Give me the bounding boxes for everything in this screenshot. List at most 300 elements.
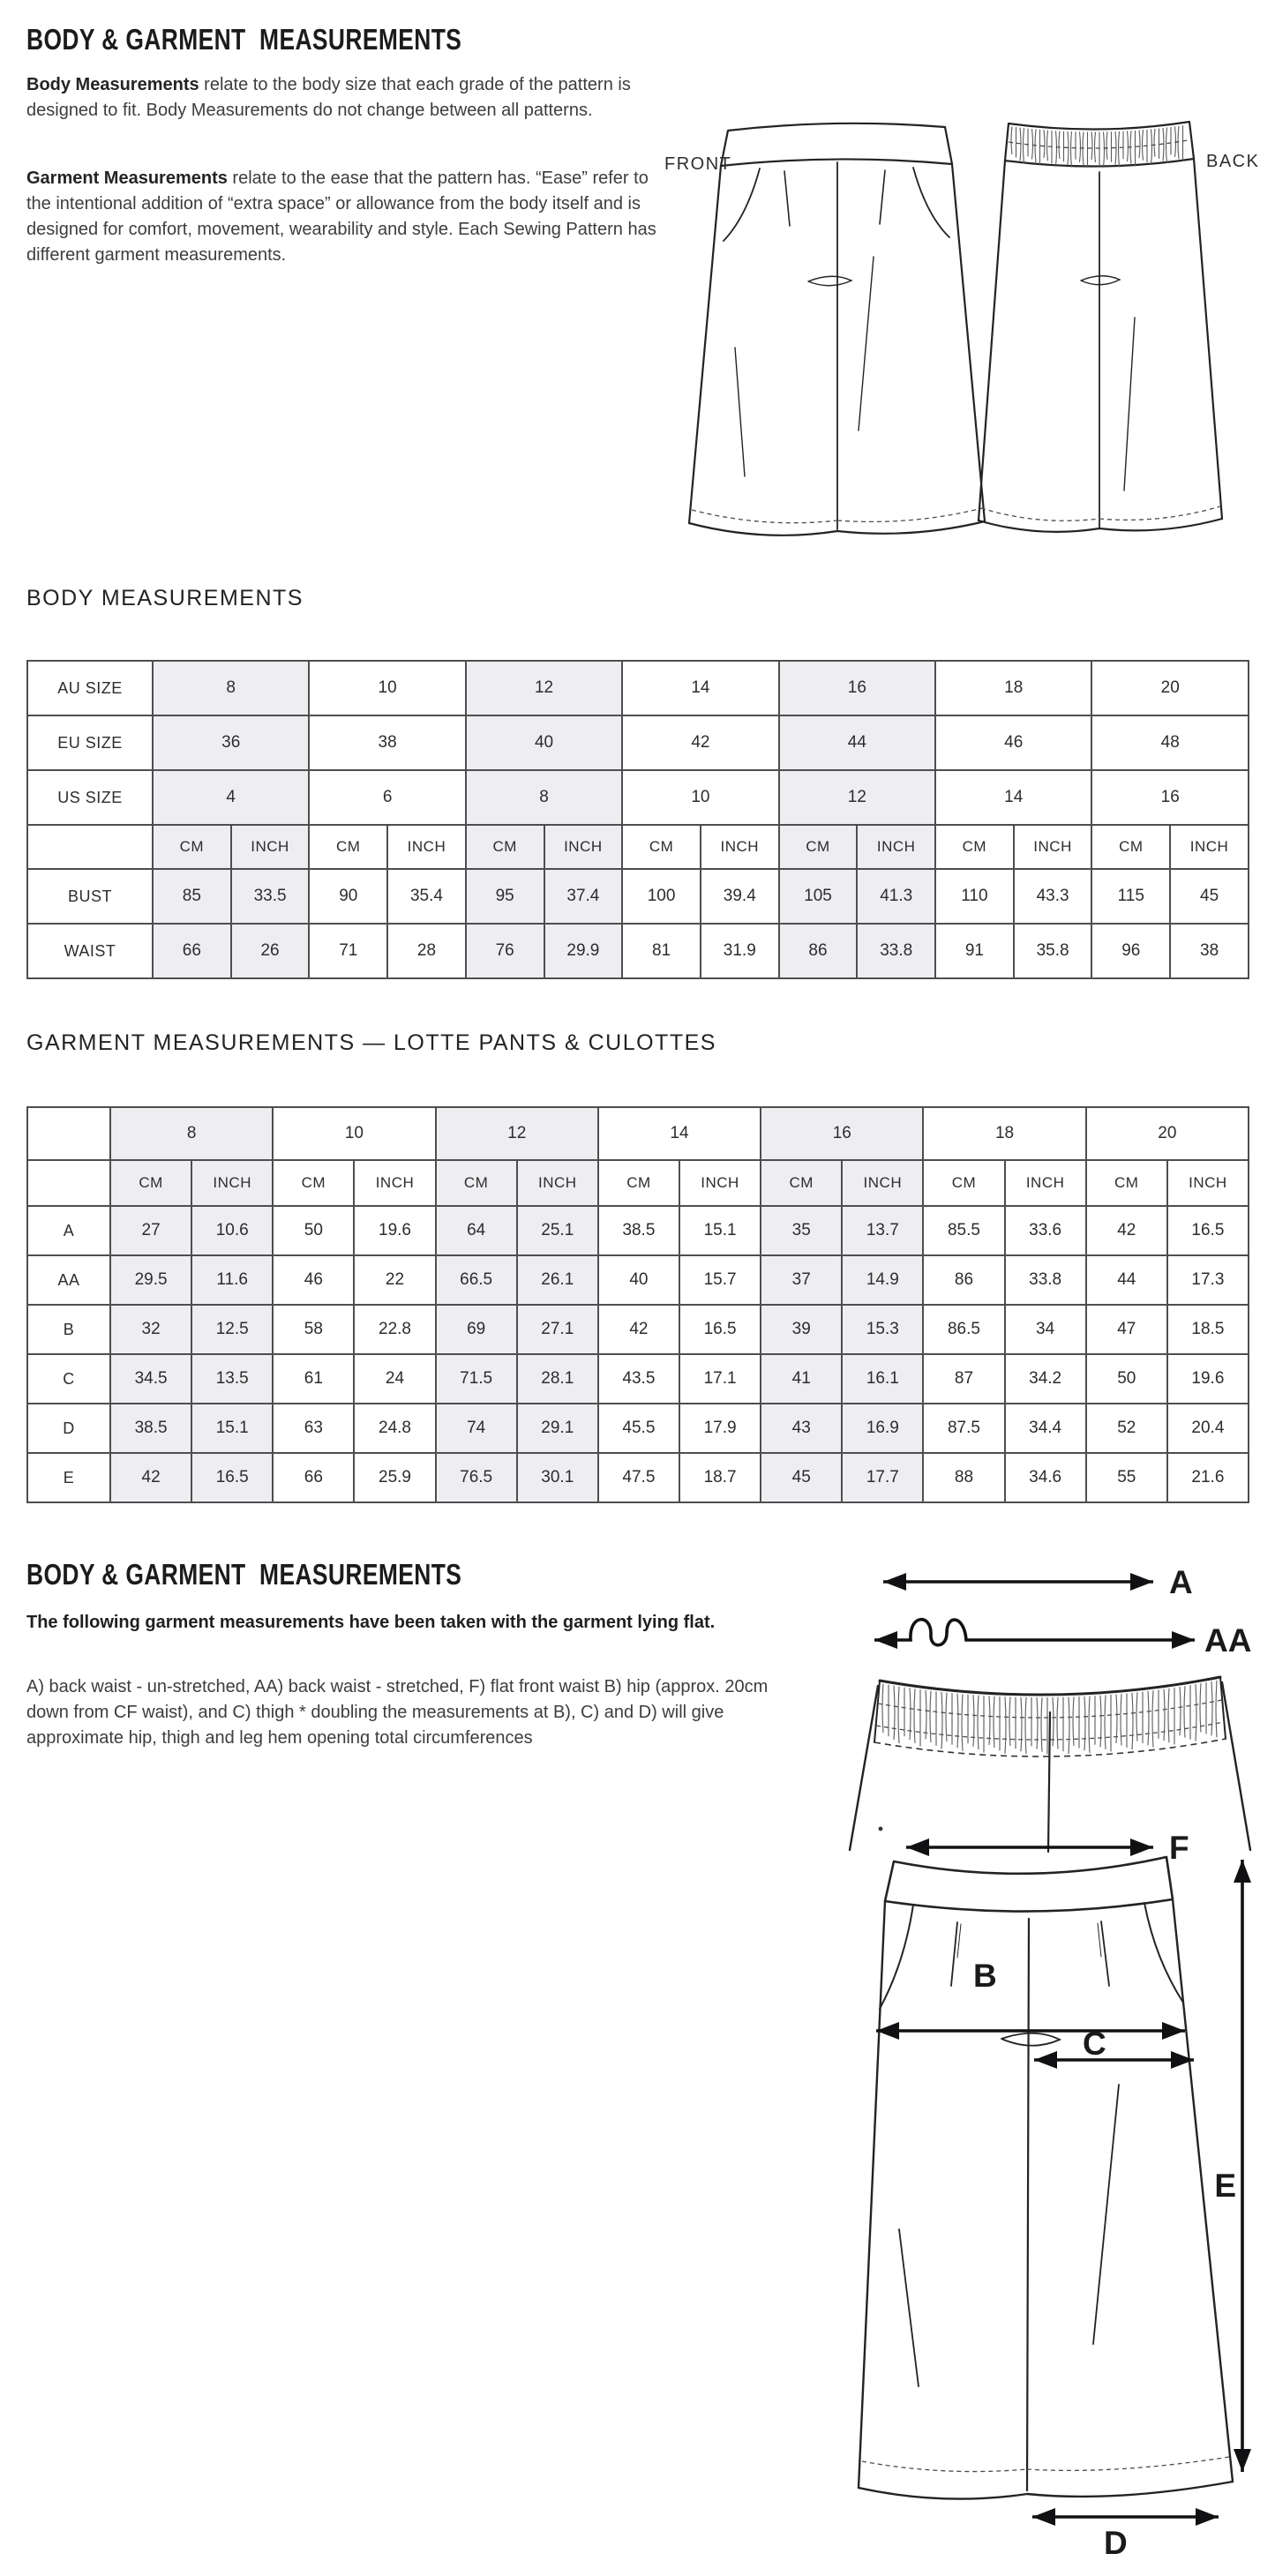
table-cell: 42 bbox=[598, 1305, 679, 1354]
table-cell: 18 bbox=[923, 1107, 1085, 1160]
table-cell: 29.1 bbox=[517, 1404, 598, 1453]
front-left-seam bbox=[859, 1901, 885, 2488]
table-cell: 87.5 bbox=[923, 1404, 1004, 1453]
table-cell: CM bbox=[761, 1160, 842, 1206]
table-cell: 38.5 bbox=[598, 1206, 679, 1255]
front-left-dart bbox=[951, 1922, 957, 1986]
table-cell: INCH bbox=[354, 1160, 435, 1206]
table-cell: 17.7 bbox=[842, 1453, 923, 1502]
back-hem-stitch bbox=[981, 506, 1220, 520]
label-c: C bbox=[1083, 2026, 1106, 2062]
drill-mark bbox=[1001, 2033, 1060, 2046]
arrowhead-icon bbox=[906, 1838, 929, 1856]
table-cell: 74 bbox=[436, 1404, 517, 1453]
table-cell: 66 bbox=[273, 1453, 354, 1502]
table-cell: 14 bbox=[598, 1107, 761, 1160]
table-row bbox=[27, 1107, 1249, 1160]
garment-measurements-table bbox=[26, 1106, 1249, 1503]
table-cell: 76.5 bbox=[436, 1453, 517, 1502]
table-cell: 69 bbox=[436, 1305, 517, 1354]
table-cell: 44 bbox=[1086, 1255, 1167, 1305]
back-waist-center-seam bbox=[1048, 1712, 1050, 1852]
garment-measurements-text: relate to the ease that the pattern has. “Ease” refer to the intentional addition of “extra space” or allowance from the body itself and is designed for comfort, movement, wearability and style. Each Sewing Pattern has different garment measurements. bbox=[26, 168, 656, 265]
table-cell: 42 bbox=[110, 1453, 191, 1502]
table-cell: 37 bbox=[761, 1255, 842, 1305]
table-row bbox=[27, 869, 1249, 924]
table-cell: 32 bbox=[110, 1305, 191, 1354]
table-cell: 12 bbox=[466, 661, 622, 715]
table-cell: 76 bbox=[466, 924, 544, 978]
table-cell: 85.5 bbox=[923, 1206, 1004, 1255]
arrowhead-icon bbox=[883, 1573, 906, 1591]
table-cell: 47 bbox=[1086, 1305, 1167, 1354]
table-cell: 11.6 bbox=[191, 1255, 273, 1305]
table-cell: 21.6 bbox=[1167, 1453, 1249, 1502]
elastic-line bbox=[941, 1692, 942, 1749]
table-cell: 38 bbox=[1170, 924, 1249, 978]
table-cell: INCH bbox=[679, 1160, 761, 1206]
table-cell: 22.8 bbox=[354, 1305, 435, 1354]
label-b: B bbox=[973, 1958, 997, 1994]
table-cell: 71.5 bbox=[436, 1354, 517, 1404]
table-cell: CM bbox=[1086, 1160, 1167, 1206]
table-cell: 15.1 bbox=[679, 1206, 761, 1255]
back-waist-left-seam bbox=[850, 1686, 878, 1850]
table-cell: CM bbox=[622, 825, 701, 869]
table-cell: 33.6 bbox=[1005, 1206, 1086, 1255]
table-cell: 19.6 bbox=[1167, 1354, 1249, 1404]
elastic-line bbox=[898, 1687, 899, 1744]
front-waistband bbox=[885, 1857, 1173, 1912]
label-a: A bbox=[1169, 1564, 1193, 1600]
table-cell: 36 bbox=[153, 715, 309, 770]
front-drill-mark bbox=[808, 276, 851, 286]
hem-stitch-line bbox=[862, 2457, 1229, 2472]
elastic-line bbox=[946, 1693, 947, 1742]
table-cell: 50 bbox=[273, 1206, 354, 1255]
table-cell: 18.5 bbox=[1167, 1305, 1249, 1354]
elastic-line bbox=[1100, 1696, 1101, 1748]
table-cell: INCH bbox=[1014, 825, 1092, 869]
table-cell: INCH bbox=[191, 1160, 273, 1206]
table-cell: 16.5 bbox=[191, 1453, 273, 1502]
table-cell: 52 bbox=[1086, 1404, 1167, 1453]
table-row bbox=[27, 1305, 1249, 1354]
table-cell: 16.1 bbox=[842, 1354, 923, 1404]
back-view-label: BACK bbox=[1206, 152, 1260, 171]
elastic-line bbox=[1073, 1696, 1074, 1746]
elastic-line bbox=[1184, 1686, 1185, 1738]
table-row bbox=[27, 1354, 1249, 1404]
table-cell: 16.5 bbox=[1167, 1206, 1249, 1255]
table-cell: INCH bbox=[1170, 825, 1249, 869]
table-cell: 58 bbox=[273, 1305, 354, 1354]
table-cell: 24.8 bbox=[354, 1404, 435, 1453]
table-cell: AA bbox=[27, 1255, 110, 1305]
table-cell: CM bbox=[598, 1160, 679, 1206]
table-cell: 10 bbox=[273, 1107, 435, 1160]
arrowhead-icon bbox=[1162, 2022, 1185, 2040]
front-culotte-drawing bbox=[689, 124, 985, 535]
elastic-line bbox=[1021, 1697, 1022, 1752]
table-cell: 10 bbox=[309, 661, 465, 715]
table-cell: INCH bbox=[544, 825, 623, 869]
elastic-line bbox=[882, 1684, 883, 1734]
table-cell: 34 bbox=[1005, 1305, 1086, 1354]
table-cell: WAIST bbox=[27, 924, 153, 978]
back-crease bbox=[1124, 318, 1135, 490]
table-cell: 46 bbox=[273, 1255, 354, 1305]
table-cell: CM bbox=[1091, 825, 1170, 869]
table-row bbox=[27, 1255, 1249, 1305]
elastic-line bbox=[1211, 1681, 1212, 1736]
table-cell: 8 bbox=[110, 1107, 273, 1160]
table-cell: 64 bbox=[436, 1206, 517, 1255]
elastic-line bbox=[1041, 1697, 1042, 1752]
elastic-line bbox=[1089, 1696, 1090, 1754]
table-cell: 45 bbox=[1170, 869, 1249, 924]
table-cell: 45.5 bbox=[598, 1404, 679, 1453]
table-cell: 38.5 bbox=[110, 1404, 191, 1453]
table-row bbox=[27, 1206, 1249, 1255]
table-cell: INCH bbox=[517, 1160, 598, 1206]
back-culotte-drawing bbox=[979, 122, 1222, 532]
table-cell: 14 bbox=[622, 661, 778, 715]
table-cell: 34.2 bbox=[1005, 1354, 1086, 1404]
elastic-line bbox=[989, 1696, 990, 1745]
table-cell: 4 bbox=[153, 770, 309, 825]
right-leg-crease bbox=[1093, 2085, 1119, 2344]
table-cell: 71 bbox=[309, 924, 387, 978]
table-row bbox=[27, 715, 1249, 770]
table-cell: 41.3 bbox=[857, 869, 935, 924]
table-cell: 17.1 bbox=[679, 1354, 761, 1404]
table-cell: CM bbox=[923, 1160, 1004, 1206]
table-row bbox=[27, 1453, 1249, 1502]
table-cell-empty bbox=[27, 825, 153, 869]
table-row bbox=[27, 1404, 1249, 1453]
table-cell: 20 bbox=[1086, 1107, 1249, 1160]
front-right-dart-inner bbox=[1098, 1923, 1101, 1957]
back-left-seam bbox=[979, 161, 1005, 520]
back-right-seam bbox=[1194, 159, 1222, 519]
arrowhead-icon bbox=[1130, 1573, 1153, 1591]
body-measurements-table bbox=[26, 660, 1249, 979]
table-cell-empty bbox=[27, 1107, 110, 1160]
table-cell: 40 bbox=[598, 1255, 679, 1305]
table-cell: 29.5 bbox=[110, 1255, 191, 1305]
table-cell: 29.9 bbox=[544, 924, 623, 978]
table-cell: 25.9 bbox=[354, 1453, 435, 1502]
elastic-line bbox=[894, 1686, 895, 1741]
table-cell: INCH bbox=[1005, 1160, 1086, 1206]
front-right-seam bbox=[952, 164, 985, 521]
table-cell: 13.5 bbox=[191, 1354, 273, 1404]
table-cell: 14.9 bbox=[842, 1255, 923, 1305]
table-row bbox=[27, 924, 1249, 978]
table-cell: 25.1 bbox=[517, 1206, 598, 1255]
table-cell: 40 bbox=[466, 715, 622, 770]
table-cell: INCH bbox=[1167, 1160, 1249, 1206]
table-cell: 43 bbox=[761, 1404, 842, 1453]
flat-measurements-key: A) back waist - un-stretched, AA) back waist - stretched, F) flat front waist B) hip (approx. 20cm down from CF waist), and C) thigh * doubling the measurements at B), C) and D) will give approximate hip, thigh and leg hem opening total circumferences bbox=[26, 1677, 769, 1748]
table-cell: A bbox=[27, 1206, 110, 1255]
arrow-aa-line bbox=[874, 1620, 1195, 1645]
table-cell: 10 bbox=[622, 770, 778, 825]
table-cell: 95 bbox=[466, 869, 544, 924]
table-cell: 91 bbox=[935, 924, 1014, 978]
elastic-line bbox=[1116, 1695, 1117, 1744]
elastic-line bbox=[1105, 1695, 1106, 1749]
table-cell: 20 bbox=[1091, 661, 1249, 715]
stray-dot bbox=[879, 1827, 883, 1831]
table-cell: 110 bbox=[935, 869, 1014, 924]
table-cell: 35 bbox=[761, 1206, 842, 1255]
left-leg-crease bbox=[899, 2229, 919, 2386]
table-cell: 18 bbox=[935, 661, 1091, 715]
table-cell: 15.7 bbox=[679, 1255, 761, 1305]
table-cell: 22 bbox=[354, 1255, 435, 1305]
elastic-line bbox=[1152, 1690, 1153, 1748]
table-cell: D bbox=[27, 1404, 110, 1453]
elastic-line bbox=[978, 1696, 979, 1750]
front-right-crease bbox=[859, 257, 874, 431]
label-aa: AA bbox=[1204, 1622, 1252, 1659]
front-waistband bbox=[721, 124, 952, 166]
elastic-line bbox=[1009, 1697, 1010, 1747]
table-cell: 16.5 bbox=[679, 1305, 761, 1354]
table-cell: AU SIZE bbox=[27, 661, 153, 715]
front-left-dart-inner bbox=[957, 1924, 961, 1958]
label-f: F bbox=[1169, 1830, 1189, 1866]
table-cell: 81 bbox=[622, 924, 701, 978]
elastic-line bbox=[1168, 1689, 1169, 1743]
table-cell: 63 bbox=[273, 1404, 354, 1453]
table-cell: 27 bbox=[110, 1206, 191, 1255]
front-right-dart bbox=[1101, 1921, 1109, 1986]
table-cell: 18.7 bbox=[679, 1453, 761, 1502]
elastic-line bbox=[914, 1689, 915, 1743]
table-cell: CM bbox=[466, 825, 544, 869]
table-cell: CM bbox=[153, 825, 231, 869]
table-cell: 24 bbox=[354, 1354, 435, 1404]
table-cell: 33.5 bbox=[231, 869, 310, 924]
table-cell: 30.1 bbox=[517, 1453, 598, 1502]
table-cell: E bbox=[27, 1453, 110, 1502]
body-measurements-intro-paragraph bbox=[26, 72, 651, 124]
table-cell: 28 bbox=[387, 924, 466, 978]
table-cell: 90 bbox=[309, 869, 387, 924]
elastic-line bbox=[1132, 1693, 1133, 1750]
arrowhead-icon bbox=[1172, 1631, 1195, 1649]
elastic-line bbox=[1216, 1681, 1217, 1738]
table-cell: C bbox=[27, 1354, 110, 1404]
table-cell: 43.5 bbox=[598, 1354, 679, 1404]
arrowhead-icon bbox=[1196, 2508, 1219, 2526]
table-cell: 6 bbox=[309, 770, 465, 825]
measurement-table bbox=[26, 660, 1249, 979]
table-cell: 19.6 bbox=[354, 1206, 435, 1255]
table-cell: 45 bbox=[761, 1453, 842, 1502]
back-waist-right-seam bbox=[1222, 1682, 1250, 1850]
arrowhead-icon bbox=[1234, 2449, 1251, 2472]
arrowhead-icon bbox=[1032, 2508, 1055, 2526]
table-cell: CM bbox=[779, 825, 858, 869]
table-cell: CM bbox=[110, 1160, 191, 1206]
table-row bbox=[27, 770, 1249, 825]
table-cell: 8 bbox=[153, 661, 309, 715]
table-cell: 15.1 bbox=[191, 1404, 273, 1453]
table-cell: 66 bbox=[153, 924, 231, 978]
arrowhead-icon bbox=[1234, 1860, 1251, 1883]
body-measurements-heading: BODY MEASUREMENTS bbox=[26, 586, 304, 610]
table-cell: 12 bbox=[436, 1107, 598, 1160]
elastic-line bbox=[1053, 1697, 1054, 1747]
table-cell: INCH bbox=[387, 825, 466, 869]
table-cell: 12.5 bbox=[191, 1305, 273, 1354]
table-cell: 34.5 bbox=[110, 1354, 191, 1404]
measurement-table bbox=[26, 1106, 1249, 1503]
table-row bbox=[27, 661, 1249, 715]
table-cell: 35.8 bbox=[1014, 924, 1092, 978]
table-cell: 115 bbox=[1091, 869, 1170, 924]
table-cell: 14 bbox=[935, 770, 1091, 825]
arrowhead-icon bbox=[874, 1631, 897, 1649]
elastic-line bbox=[1148, 1691, 1149, 1746]
front-right-pocket bbox=[913, 168, 949, 237]
table-cell: 16 bbox=[1091, 770, 1249, 825]
table-cell: 37.4 bbox=[544, 869, 623, 924]
elastic-line bbox=[957, 1694, 958, 1749]
table-row bbox=[27, 1160, 1249, 1206]
back-hem bbox=[979, 519, 1222, 532]
front-garment-diagram bbox=[859, 1827, 1233, 2499]
table-cell: CM bbox=[436, 1160, 517, 1206]
table-cell: 17.3 bbox=[1167, 1255, 1249, 1305]
table-cell: 41 bbox=[761, 1354, 842, 1404]
table-cell: 28.1 bbox=[517, 1354, 598, 1404]
table-cell: 46 bbox=[935, 715, 1091, 770]
label-d: D bbox=[1104, 2525, 1128, 2561]
page-title: BODY & GARMENT MEASUREMENTS bbox=[26, 23, 462, 56]
culottes-technical-drawing bbox=[664, 78, 1273, 580]
elastic-line bbox=[1200, 1683, 1201, 1733]
table-cell: 16.9 bbox=[842, 1404, 923, 1453]
arrowhead-icon bbox=[1034, 2051, 1057, 2069]
table-cell: 33.8 bbox=[1005, 1255, 1086, 1305]
table-cell: 33.8 bbox=[857, 924, 935, 978]
front-view-label: FRONT bbox=[664, 154, 732, 174]
elastic-line bbox=[973, 1695, 974, 1747]
front-left-dart bbox=[784, 171, 790, 226]
table-cell: INCH bbox=[701, 825, 779, 869]
table-cell: EU SIZE bbox=[27, 715, 153, 770]
table-cell: 50 bbox=[1086, 1354, 1167, 1404]
table-cell: 26.1 bbox=[517, 1255, 598, 1305]
elastic-line bbox=[1005, 1696, 1006, 1754]
table-cell: CM bbox=[935, 825, 1014, 869]
table-cell: 15.3 bbox=[842, 1305, 923, 1354]
table-cell: B bbox=[27, 1305, 110, 1354]
table-cell: 43.3 bbox=[1014, 869, 1092, 924]
garment-measurements-heading: GARMENT MEASUREMENTS — LOTTE PANTS & CULOTTES bbox=[26, 1030, 716, 1055]
table-cell: 34.4 bbox=[1005, 1404, 1086, 1453]
table-cell: INCH bbox=[231, 825, 310, 869]
table-cell: CM bbox=[309, 825, 387, 869]
table-cell: 66.5 bbox=[436, 1255, 517, 1305]
table-cell: 20.4 bbox=[1167, 1404, 1249, 1453]
front-left-crease bbox=[735, 348, 745, 476]
label-e: E bbox=[1214, 2168, 1236, 2204]
table-cell: 47.5 bbox=[598, 1453, 679, 1502]
garment-measurements-intro-paragraph bbox=[26, 166, 656, 268]
flat-measurements-intro: The following garment measurements have been taken with the garment lying flat. bbox=[26, 1613, 716, 1632]
table-cell: 100 bbox=[622, 869, 701, 924]
table-cell: 96 bbox=[1091, 924, 1170, 978]
front-left-pocket bbox=[724, 168, 760, 241]
garment-measurements-lead: Garment Measurements bbox=[26, 168, 228, 188]
table-cell: US SIZE bbox=[27, 770, 153, 825]
table-cell: 88 bbox=[923, 1453, 1004, 1502]
table-cell: 87 bbox=[923, 1354, 1004, 1404]
table-cell: 86.5 bbox=[923, 1305, 1004, 1354]
table-cell: CM bbox=[273, 1160, 354, 1206]
elastic-line bbox=[1057, 1697, 1058, 1749]
table-cell: 8 bbox=[466, 770, 622, 825]
back-drill-mark bbox=[1081, 276, 1120, 285]
table-cell: 17.9 bbox=[679, 1404, 761, 1453]
body-measurements-lead: Body Measurements bbox=[26, 75, 199, 94]
elastic-line bbox=[910, 1688, 911, 1740]
table-cell: 42 bbox=[622, 715, 778, 770]
arrowhead-icon bbox=[1130, 1838, 1153, 1856]
table-cell: 38 bbox=[309, 715, 465, 770]
table-cell: INCH bbox=[857, 825, 935, 869]
table-cell: 27.1 bbox=[517, 1305, 598, 1354]
flat-measurements-title: BODY & GARMENT MEASUREMENTS bbox=[26, 1558, 462, 1591]
table-cell: 42 bbox=[1086, 1206, 1167, 1255]
table-cell: BUST bbox=[27, 869, 153, 924]
table-cell: 55 bbox=[1086, 1453, 1167, 1502]
garment-measurement-diagram bbox=[825, 1548, 1275, 2576]
elastic-line bbox=[1180, 1687, 1181, 1736]
table-cell: 26 bbox=[231, 924, 310, 978]
body-measurements-text: relate to the body size that each grade of the pattern is designed to fit. Body Measurements do not change between all patterns. bbox=[26, 75, 631, 120]
table-cell: 12 bbox=[779, 770, 935, 825]
table-cell: 39 bbox=[761, 1305, 842, 1354]
elastic-line bbox=[1084, 1696, 1085, 1751]
table-cell: 39.4 bbox=[701, 869, 779, 924]
table-cell: 13.7 bbox=[842, 1206, 923, 1255]
table-cell: 10.6 bbox=[191, 1206, 273, 1255]
table-cell: 16 bbox=[761, 1107, 923, 1160]
table-cell: 16 bbox=[779, 661, 935, 715]
elastic-line bbox=[962, 1694, 963, 1751]
table-cell: INCH bbox=[842, 1160, 923, 1206]
table-row bbox=[27, 825, 1249, 869]
table-cell: 85 bbox=[153, 869, 231, 924]
table-cell: 34.6 bbox=[1005, 1453, 1086, 1502]
table-cell-empty bbox=[27, 1160, 110, 1206]
table-cell: 86 bbox=[923, 1255, 1004, 1305]
table-cell: 86 bbox=[779, 924, 858, 978]
front-left-seam bbox=[689, 166, 721, 523]
table-cell: 44 bbox=[779, 715, 935, 770]
table-cell: 105 bbox=[779, 869, 858, 924]
table-cell: 31.9 bbox=[701, 924, 779, 978]
back-waist-diagram bbox=[850, 1620, 1250, 1852]
elastic-line bbox=[1136, 1692, 1137, 1741]
